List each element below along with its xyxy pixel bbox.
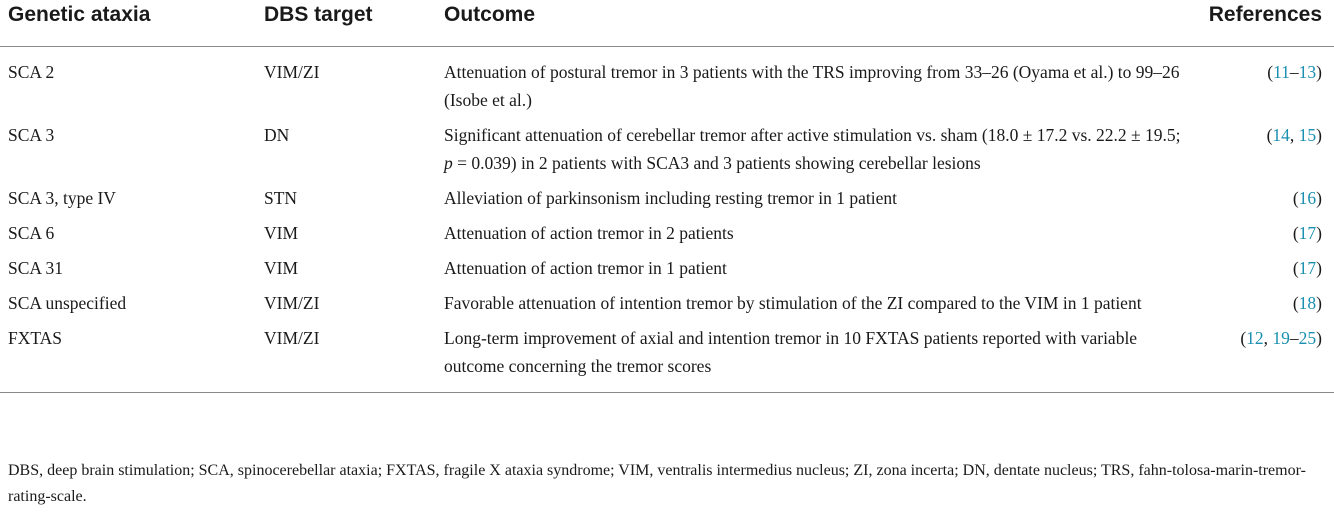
reference-link[interactable]: 18 [1298, 293, 1317, 313]
cell-outcome: Alleviation of parkinsonism including resting tremor in 1 patient [444, 188, 897, 208]
ref-paren: ( [1292, 293, 1299, 313]
cell-outcome: Favorable attenuation of intention tremor by stimulation of the ZI compared to the VIM in 1 patient [444, 293, 1142, 313]
ref-paren: ) [1316, 258, 1322, 278]
reference-link[interactable]: 16 [1298, 188, 1317, 208]
outcome-text: = 0.039) in 2 patients with SCA3 and 3 patients showing cerebellar lesions [452, 153, 981, 173]
cell-ataxia: SCA 3 [8, 125, 55, 145]
reference-link[interactable]: 11 [1273, 62, 1290, 82]
ref-paren: ) [1316, 328, 1322, 348]
header-row [0, 0, 1334, 47]
cell-ataxia: SCA 3, type IV [8, 188, 116, 208]
header-target: DBS target [264, 3, 373, 26]
ref-separator: – [1289, 62, 1299, 82]
cell-target: STN [264, 188, 298, 208]
cell-references [1184, 254, 1334, 289]
reference-link[interactable]: 17 [1298, 258, 1317, 278]
cell-target: VIM/ZI [264, 293, 320, 313]
ref-paren: ) [1316, 293, 1322, 313]
table-row [0, 219, 1334, 254]
reference-link[interactable]: 15 [1298, 125, 1317, 145]
ref-paren: ( [1292, 188, 1299, 208]
cell-target: VIM [264, 223, 299, 243]
table-row [0, 121, 1334, 184]
reference-link[interactable]: 13 [1298, 62, 1317, 82]
cell-outcome: Attenuation of postural tremor in 3 patients with the TRS improving from 33–26 (Oyama et al.) to 99–26 (Isobe et al.) [444, 62, 1180, 110]
cell-outcome: Attenuation of action tremor in 2 patients [444, 223, 734, 243]
ref-paren: ( [1267, 62, 1274, 82]
table-row [0, 184, 1334, 219]
cell-target: DN [264, 125, 290, 145]
cell-references [1184, 47, 1334, 122]
cell-references [1184, 324, 1334, 393]
cell-ataxia: FXTAS [8, 328, 63, 348]
ref-separator: , [1289, 125, 1299, 145]
cell-references [1184, 219, 1334, 254]
ref-paren: ( [1266, 125, 1273, 145]
reference-link[interactable]: 14 [1272, 125, 1290, 145]
table-row [0, 254, 1334, 289]
cell-references [1184, 289, 1334, 324]
cell-ataxia: SCA unspecified [8, 293, 127, 313]
table-row [0, 324, 1334, 393]
table-row [0, 47, 1334, 122]
cell-target: VIM/ZI [264, 62, 320, 82]
outcome-text: Significant attenuation of cerebellar tremor after active stimulation vs. sham (18.0 ± 17.2 vs. 22.2 ± 19.5; [444, 125, 1181, 145]
header-references: References [1208, 3, 1322, 26]
cell-outcome: Attenuation of action tremor in 1 patient [444, 258, 727, 278]
cell-references [1184, 184, 1334, 219]
ref-paren: ( [1240, 328, 1247, 348]
cell-ataxia: SCA 2 [8, 62, 55, 82]
reference-link[interactable]: 12 [1246, 328, 1264, 348]
cell-ataxia: SCA 31 [8, 258, 63, 278]
ref-separator: , [1263, 328, 1273, 348]
cell-ataxia: SCA 6 [8, 223, 55, 243]
ref-paren: ) [1316, 125, 1322, 145]
header-ataxia: Genetic ataxia [8, 3, 151, 26]
cell-target: VIM/ZI [264, 328, 320, 348]
ref-separator: – [1289, 328, 1299, 348]
ref-paren: ( [1292, 223, 1299, 243]
p-value-symbol: p [444, 153, 453, 173]
ref-paren: ) [1316, 62, 1322, 82]
reference-link[interactable]: 17 [1298, 223, 1317, 243]
table-footnote: DBS, deep brain stimulation; SCA, spinocerebellar ataxia; FXTAS, fragile X ataxia syndrome; VIM, ventralis intermedius nucleus; ZI, zona incerta; DN, dentate nucleus; TRS, fahn-tolosa-marin-tremor-rating-scale. [8, 462, 1306, 505]
reference-link[interactable]: 19 [1272, 328, 1290, 348]
cell-outcome [444, 121, 1184, 184]
table-row [0, 289, 1334, 324]
reference-link[interactable]: 25 [1298, 328, 1317, 348]
ref-paren: ( [1292, 258, 1299, 278]
ref-paren: ) [1316, 223, 1322, 243]
cell-outcome: Long-term improvement of axial and intention tremor in 10 FXTAS patients reported with variable outcome concerning the tremor scores [444, 328, 1138, 376]
ref-paren: ) [1316, 188, 1322, 208]
cell-target: VIM [264, 258, 299, 278]
cell-references [1184, 121, 1334, 184]
header-outcome: Outcome [444, 3, 536, 26]
